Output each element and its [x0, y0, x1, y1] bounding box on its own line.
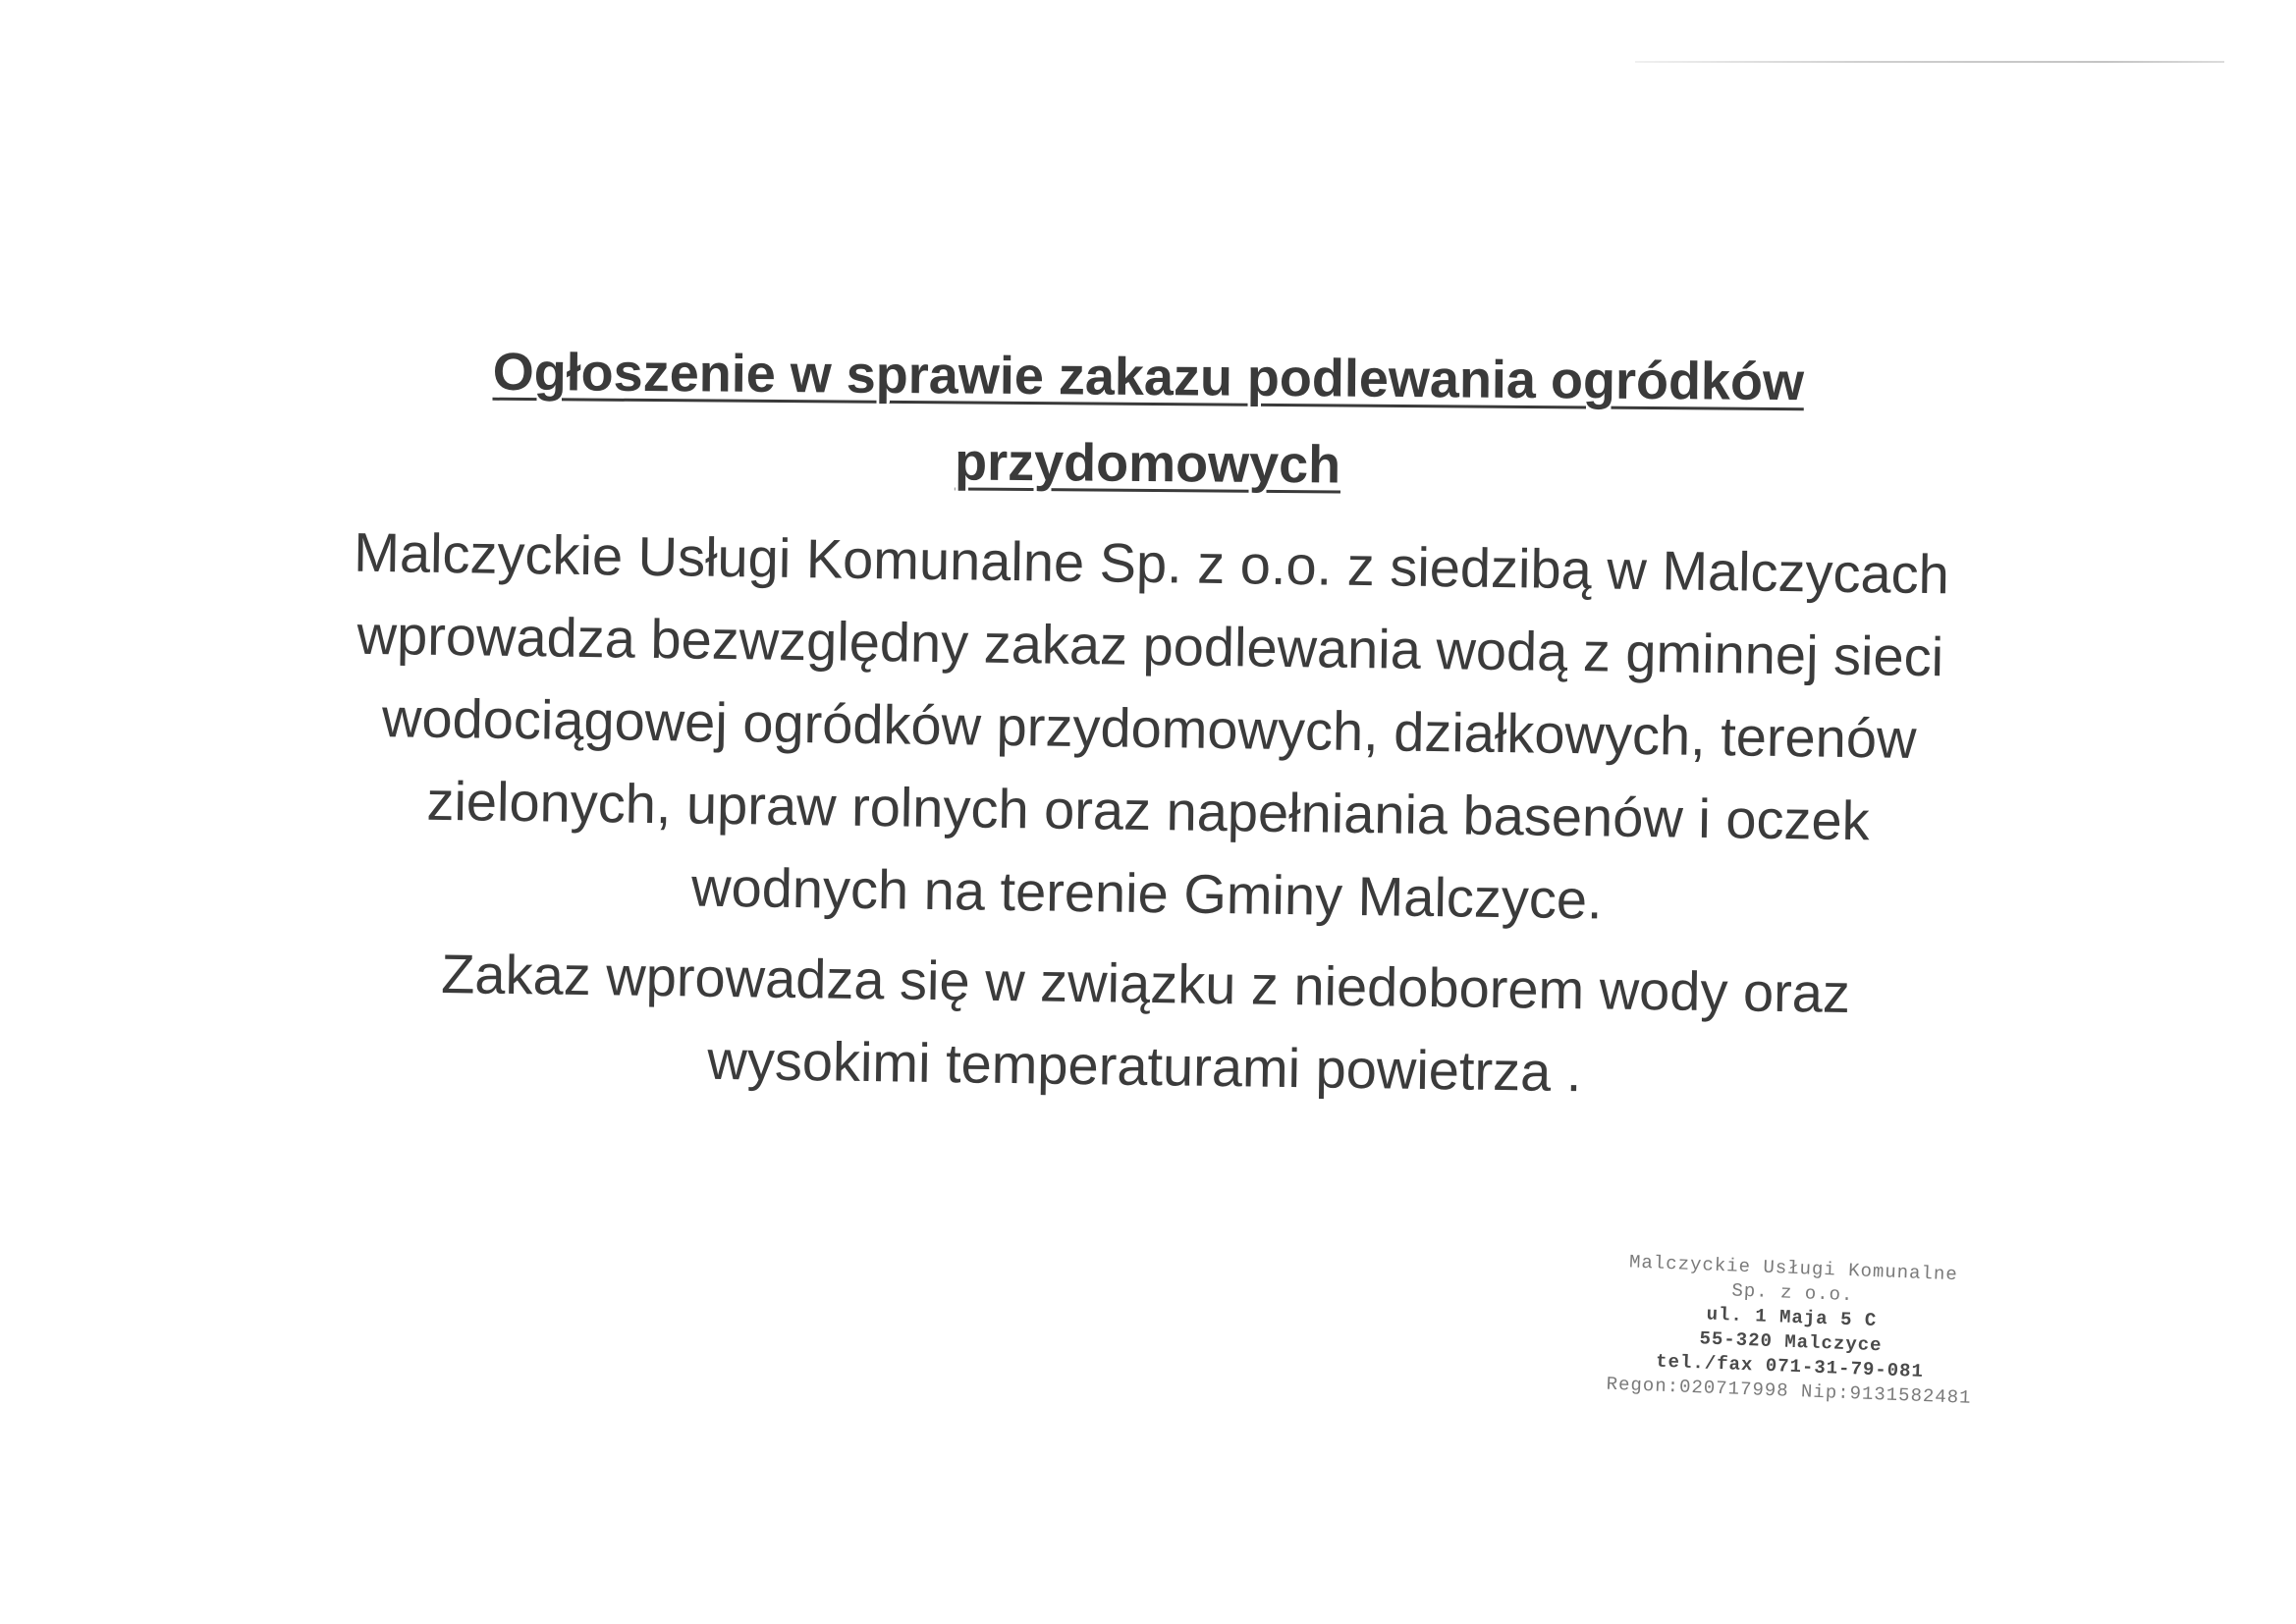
title-line-2: przydomowych [954, 432, 1341, 495]
paragraph-reason [0, 927, 2294, 1124]
paragraph-line: Zakaz wprowadza się w związku z niedoborem wody oraz [440, 942, 1851, 1024]
paragraph-line: Malczyckie Usługi Komunalne Sp. z o.o. z siedzibą w Malczycach [353, 520, 1950, 606]
scan-edge-line [1635, 61, 2224, 63]
title-line-1: Ogłoszenie w sprawie zakazu podlewania ogródków [492, 342, 1805, 412]
announcement-body [0, 507, 2296, 1124]
paragraph-line: zielonych, upraw rolnych oraz napełniania basenów i oczek [426, 769, 1871, 852]
paragraph-line: wodociągowej ogródków przydomowych, działkowych, terenów [381, 686, 1917, 770]
stamp-registry-numbers: Regon:020717998 Nip:9131582481 [1606, 1373, 1972, 1409]
stamp-phone: tel./fax 071-31-79-081 [1655, 1350, 1925, 1383]
paragraph-line: wysokimi temperaturami powietrza . [707, 1028, 1582, 1104]
paragraph-line: wprowadza bezwzględny zakaz podlewania wodą z gminnej sieci [356, 603, 1944, 688]
company-stamp [1587, 1249, 1995, 1412]
paragraph-line: wodnych na terenie Gminy Malczyce. [690, 855, 1604, 931]
stamp-company-form: Sp. z o.o. [1731, 1279, 1854, 1307]
paragraph-main [0, 507, 2296, 951]
stamp-street: ul. 1 Maja 5 C [1706, 1303, 1878, 1332]
stamp-postal-city: 55-320 Malczyce [1699, 1327, 1883, 1357]
stamp-company-name: Malczyckie Usługi Komunalne [1628, 1251, 1959, 1286]
announcement-title [0, 325, 2296, 515]
